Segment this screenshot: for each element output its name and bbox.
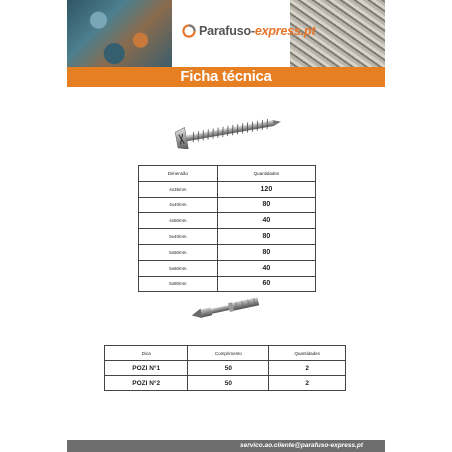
cell-dimension: 5x40mm (139, 229, 218, 245)
logo-swirl-icon (182, 24, 196, 38)
table-row (139, 229, 316, 245)
cell-dimension: 5x50mm (139, 244, 218, 260)
cell-length: 50 (188, 376, 269, 391)
column-header-length: Comprimento (188, 346, 269, 361)
header (67, 0, 385, 67)
cell-quantity: 120 (217, 181, 315, 197)
header-photo-workshop (67, 0, 172, 67)
cell-dimension: 4x50mm (139, 213, 218, 229)
table-header-row (105, 346, 346, 361)
cell-quantity: 60 (217, 276, 315, 292)
table-row (139, 213, 316, 229)
product-sheet (67, 0, 385, 452)
cell-quantity: 80 (217, 197, 315, 213)
screw-dimensions-table (138, 165, 316, 292)
cell-dimension: 5x60mm (139, 260, 218, 276)
cell-quantity: 80 (217, 229, 315, 245)
brand-name: Parafuso-express.pt (199, 24, 316, 38)
table-row (139, 181, 316, 197)
table-row (139, 197, 316, 213)
screwdriver-bit-image (189, 288, 265, 328)
page-title: Ficha técnica (67, 67, 385, 87)
column-header-quantity: Quantidades (269, 346, 346, 361)
cell-dimension: 4x40mm (139, 197, 218, 213)
table-row (139, 244, 316, 260)
brand-logo (182, 24, 315, 38)
table-row (105, 376, 346, 391)
table-header-row (139, 166, 316, 182)
cell-length: 50 (188, 361, 269, 376)
screwdriver-bits-table (104, 345, 346, 391)
cell-dimension: 5x80mm (139, 276, 218, 292)
cell-quantity: 40 (217, 260, 315, 276)
cell-quantity: 80 (217, 244, 315, 260)
column-header-tip: Dica (105, 346, 188, 361)
table-row (139, 260, 316, 276)
cell-dimension: 4x35mm (139, 181, 218, 197)
cell-quantity: 2 (269, 376, 346, 391)
cell-quantity: 40 (217, 213, 315, 229)
cell-tip: POZI N°2 (105, 376, 188, 391)
screw-image (172, 115, 284, 149)
footer-contact-email[interactable]: servico.ao.cliente@parafuso-express.pt (67, 440, 385, 452)
column-header-dimension: Dimensão (139, 166, 218, 182)
table-row (105, 361, 346, 376)
cell-quantity: 2 (269, 361, 346, 376)
cell-tip: POZI N°1 (105, 361, 188, 376)
column-header-quantity: Quantidades (217, 166, 315, 182)
